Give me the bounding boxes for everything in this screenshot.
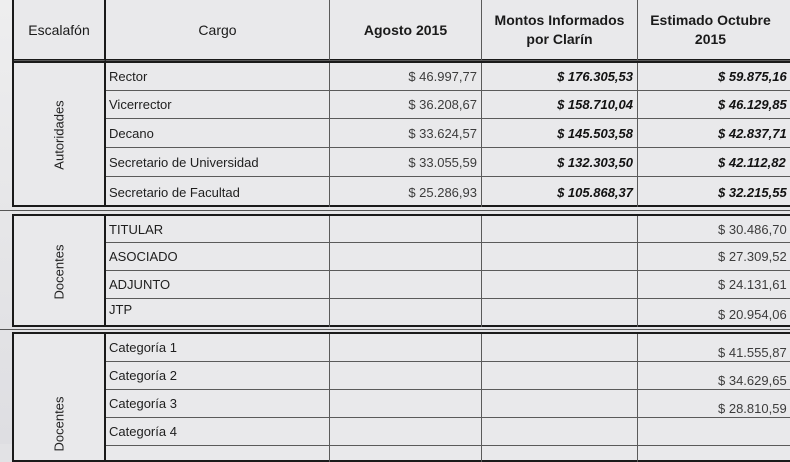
table-row-cargo: ADJUNTO bbox=[106, 271, 330, 299]
table-row-estimado bbox=[638, 418, 790, 446]
table-row-agosto: $ 36.208,67 bbox=[330, 91, 482, 119]
table-row-estimado: $ 46.129,85 bbox=[638, 91, 790, 119]
group-label-autoridades: Autoridades bbox=[14, 63, 106, 207]
table-row-montos bbox=[482, 362, 638, 390]
table-row-estimado: $ 24.131,61 bbox=[638, 271, 790, 299]
table-row-cargo: Rector bbox=[106, 63, 330, 91]
table-row-agosto bbox=[330, 243, 482, 271]
table-row-montos: $ 176.305,53 bbox=[482, 63, 638, 91]
table-row-cargo: Categoría 1 bbox=[106, 334, 330, 362]
table-row-cargo: Categoría 2 bbox=[106, 362, 330, 390]
table-row-estimado: $ 34.629,65 bbox=[638, 362, 790, 390]
table-row-montos bbox=[482, 390, 638, 418]
header-estimado: Estimado Octubre 2015 bbox=[638, 0, 790, 61]
table-row-agosto bbox=[330, 271, 482, 299]
table-row-cargo: Secretario de Facultad bbox=[106, 177, 330, 207]
group-docentes-categorias bbox=[12, 332, 790, 462]
table-row-agosto: $ 46.997,77 bbox=[330, 63, 482, 91]
table-row-cargo: JTP bbox=[106, 299, 330, 327]
table-row-estimado: $ 32.215,55 bbox=[638, 177, 790, 207]
table-row-agosto bbox=[330, 362, 482, 390]
table-row-agosto: $ 33.055,59 bbox=[330, 148, 482, 177]
table-row-cargo: TITULAR bbox=[106, 216, 330, 243]
table-row-agosto bbox=[330, 418, 482, 446]
table-row-montos bbox=[482, 216, 638, 243]
table-row-cargo: Secretario de Universidad bbox=[106, 148, 330, 177]
table-row-estimado: $ 59.875,16 bbox=[638, 63, 790, 91]
table-row-montos bbox=[482, 299, 638, 327]
page-rule bbox=[0, 210, 790, 211]
table-header bbox=[12, 0, 790, 61]
table-row-cargo: ASOCIADO bbox=[106, 243, 330, 271]
table-row-agosto bbox=[330, 216, 482, 243]
group-autoridades bbox=[12, 61, 790, 207]
table-row-montos: $ 105.868,37 bbox=[482, 177, 638, 207]
table-row-montos bbox=[482, 271, 638, 299]
table-row-montos: $ 158.710,04 bbox=[482, 91, 638, 119]
table-row-agosto bbox=[330, 299, 482, 327]
group-docentes-universitarios bbox=[12, 214, 790, 327]
page-rule bbox=[0, 329, 790, 330]
table-row-montos bbox=[482, 418, 638, 446]
table-row-estimado: $ 30.486,70 bbox=[638, 216, 790, 243]
header-montos: Montos Informados por Clarín bbox=[482, 0, 638, 61]
table-row-montos bbox=[482, 334, 638, 362]
table-row-estimado: $ 42.112,82 bbox=[638, 148, 790, 177]
table-row-estimado: $ 27.309,52 bbox=[638, 243, 790, 271]
table-row-estimado bbox=[638, 446, 790, 462]
header-agosto: Agosto 2015 bbox=[330, 0, 482, 61]
table-row-estimado: $ 42.837,71 bbox=[638, 119, 790, 148]
header-cargo: Cargo bbox=[106, 0, 330, 61]
table-row-cargo bbox=[106, 446, 330, 462]
table-row-estimado: $ 28.810,59 bbox=[638, 390, 790, 418]
table-row-montos: $ 132.303,50 bbox=[482, 148, 638, 177]
table-row-agosto bbox=[330, 334, 482, 362]
table-row-agosto bbox=[330, 446, 482, 462]
table-row-cargo: Decano bbox=[106, 119, 330, 148]
table-row-montos bbox=[482, 243, 638, 271]
table-row-cargo: Categoría 4 bbox=[106, 418, 330, 446]
table-row-agosto: $ 25.286,93 bbox=[330, 177, 482, 207]
group-label-docentes: Docentes bbox=[14, 216, 106, 327]
table-row-agosto: $ 33.624,57 bbox=[330, 119, 482, 148]
group-label-docentes: Docentes bbox=[14, 334, 106, 462]
table-row-estimado: $ 20.954,06 bbox=[638, 299, 790, 327]
header-escalafon: Escalafón bbox=[14, 0, 106, 61]
table-row-agosto bbox=[330, 390, 482, 418]
table-row-cargo: Vicerrector bbox=[106, 91, 330, 119]
table-row-estimado: $ 41.555,87 bbox=[638, 334, 790, 362]
table-row-cargo: Categoría 3 bbox=[106, 390, 330, 418]
table-row-montos bbox=[482, 446, 638, 462]
table-row-montos: $ 145.503,58 bbox=[482, 119, 638, 148]
